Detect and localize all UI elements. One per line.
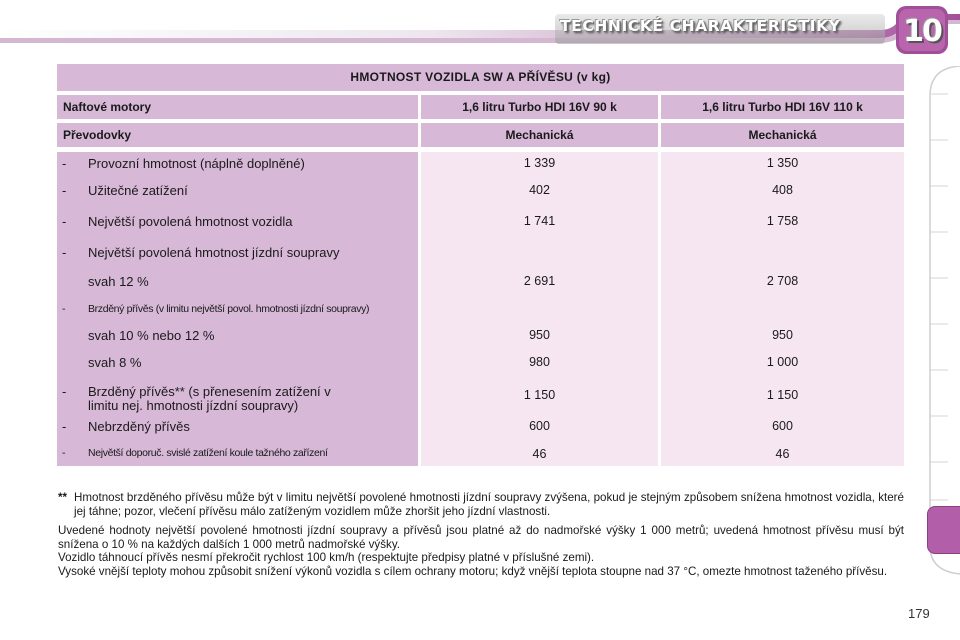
value-cell: 1 150: [766, 388, 799, 402]
engine-2-header: 1,6 litru Turbo HDI 16V 110 k: [661, 95, 904, 119]
value-cell: 1 150: [523, 388, 556, 402]
gearbox-2-header: Mechanická: [661, 123, 904, 147]
row-label: [57, 447, 418, 459]
header-band: [0, 0, 960, 58]
page-number: 179: [908, 606, 930, 621]
row-label: [57, 328, 418, 343]
active-chapter-tab[interactable]: [927, 506, 960, 554]
row-label-text: svah 10 % nebo 12 %: [88, 328, 215, 343]
row-label: [57, 245, 418, 260]
row-label: [57, 214, 418, 229]
engine-2-values-column: [661, 152, 904, 466]
row-label-text: Největší povolená hmotnost vozidla: [88, 214, 293, 229]
row-label-text: Největší doporuč. svislé zatížení koule tažného zařízení: [88, 447, 328, 459]
row-label: [57, 419, 418, 434]
value-cell: 1 000: [766, 355, 799, 369]
row-label: [57, 303, 418, 315]
value-cell: 2 708: [766, 274, 799, 288]
row-label-text-line2: limitu nej. hmotnosti jízdní soupravy): [88, 398, 299, 413]
row-dash: -: [62, 245, 67, 260]
row-label: [57, 156, 418, 171]
row-label-text: Brzděný přívěs** (s přenesením zatížení v: [88, 384, 331, 399]
row-label-text: Užitečné zatížení: [88, 183, 188, 198]
engines-header-row: [57, 95, 904, 119]
table-title: HMOTNOST VOZIDLA SW A PŘÍVĚSU (v kg): [57, 64, 904, 91]
value-cell: 46: [532, 447, 547, 461]
row-label-text: svah 8 %: [88, 355, 142, 370]
row-label: [57, 274, 418, 289]
value-cell: 950: [529, 328, 550, 342]
gearbox-label: Převodovky: [57, 123, 421, 147]
row-dash: -: [62, 384, 67, 399]
gearbox-header-row: [57, 123, 904, 147]
gearbox-1-header: Mechanická: [421, 123, 661, 147]
row-label-text: Nebrzděný přívěs: [88, 419, 190, 434]
value-cell: 1 350: [766, 156, 799, 170]
row-dash: -: [62, 419, 67, 434]
note-speed: Vozidlo táhnoucí přívěs nesmí překročit rychlost 100 km/h (respektujte předpisy platné v příslušné zemi).: [58, 551, 595, 564]
value-cell: 600: [529, 419, 550, 433]
value-cell: 1 741: [523, 214, 556, 228]
row-dash: -: [62, 303, 66, 315]
footnote-mark: **: [58, 491, 68, 504]
value-cell: 1 758: [766, 214, 799, 228]
note-altitude: Uvedené hodnoty největší povolené hmotnosti jízdní soupravy a přívěsů jsou platné až do nadmořské výšky 1 000 metrů; uvedená hmotnost přívěsu musí být snížena o 10 % na každých dalších 1 000 metrů nadmořské výšky.: [58, 524, 904, 551]
chapter-title: TECHNICKÉ CHARAKTERISTIKY: [560, 17, 841, 35]
value-cell: 980: [529, 355, 550, 369]
side-tab-strip: [926, 66, 960, 576]
value-cell: 1 339: [523, 156, 556, 170]
row-label: [57, 183, 418, 198]
row-dash: -: [62, 183, 67, 198]
side-tab-outlines: [926, 66, 960, 576]
weights-table: [57, 64, 904, 466]
value-cell: 600: [772, 419, 793, 433]
value-cell: 46: [775, 447, 790, 461]
row-label-text: Brzděný přívěs (v limitu největší povol. hmotnosti jízdní soupravy): [88, 303, 370, 315]
table-body: [57, 152, 904, 466]
row-label-text: Největší povolená hmotnost jízdní soupravy: [88, 245, 340, 260]
row-dash: -: [62, 156, 67, 171]
row-label-text: svah 12 %: [88, 274, 149, 289]
note-temperature: Vysoké vnější teploty mohou způsobit snížení výkonů vozidla s cílem ochrany motoru; když vnější teplota stoupne nad 37 °C, omezte hmotnost taženého přívěsu.: [58, 564, 888, 578]
footnote: [58, 491, 904, 519]
row-label-text: Provozní hmotnost (náplně doplněné): [88, 156, 305, 171]
chapter-number-badge: 10: [903, 14, 941, 49]
row-label: [57, 355, 418, 370]
engine-1-header: 1,6 litru Turbo HDI 16V 90 k: [421, 95, 661, 119]
notes-paragraph: [58, 524, 904, 578]
value-cell: 408: [772, 183, 793, 197]
engine-1-values-column: [421, 152, 661, 466]
value-cell: 2 691: [523, 274, 556, 288]
row-label: [57, 385, 418, 413]
label-column: [57, 152, 421, 466]
value-cell: 950: [772, 328, 793, 342]
row-dash: -: [62, 447, 66, 459]
value-cell: 402: [529, 183, 550, 197]
footnote-text: Hmotnost brzděného přívěsu může být v limitu největší povolené hmotnosti jízdní soupravy zvýšena, pokud je stejným způsobem sníženа hmotnost vozidla, které jej táhne; pozor, vlečení přívěsu málo zatíženým vozidlem může zhoršit jeho jízdní vlastnosti.: [74, 491, 904, 518]
engines-label: Naftové motory: [57, 95, 421, 119]
row-dash: -: [62, 214, 67, 229]
